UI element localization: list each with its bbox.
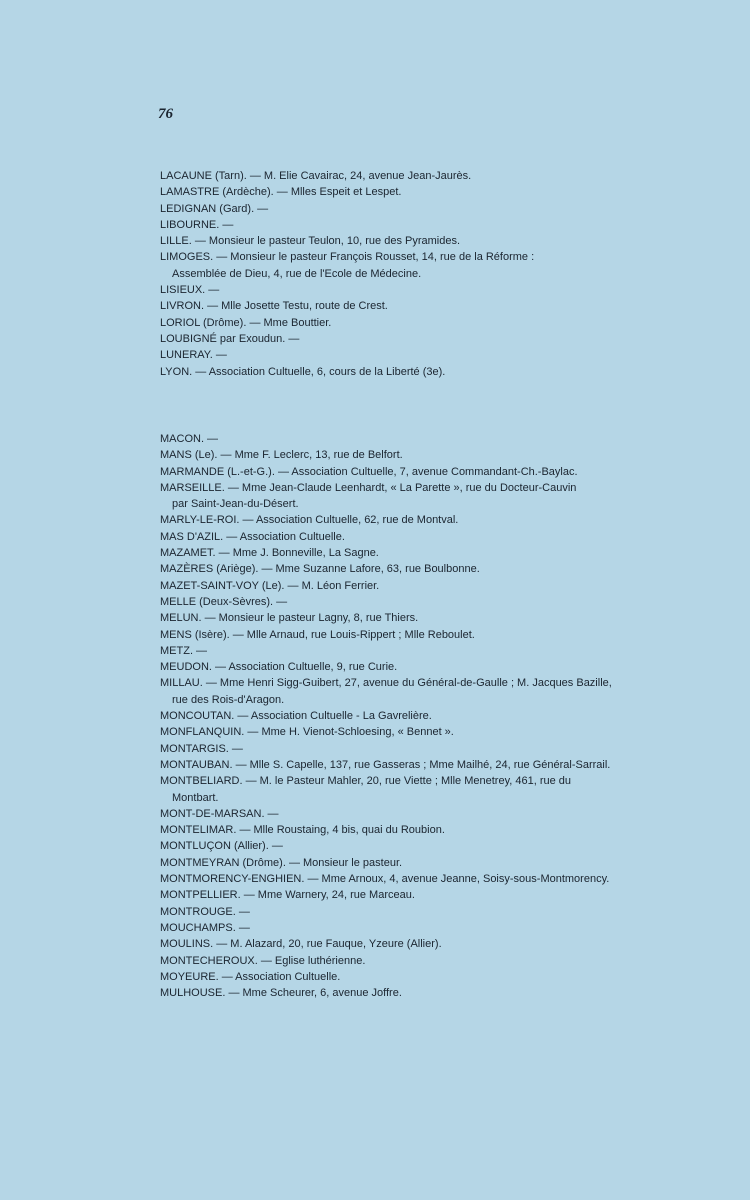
entry-text: MAZAMET. — Mme J. Bonneville, La Sagne.	[160, 547, 379, 560]
entry-continuation: Montbart.	[172, 791, 219, 804]
entry-text: MULHOUSE. — Mme Scheurer, 6, avenue Joffre.	[160, 987, 402, 1000]
directory-entry	[160, 184, 700, 200]
directory-entry	[160, 773, 700, 806]
directory-section-l	[160, 168, 700, 380]
directory-entry	[160, 806, 700, 822]
directory-entry	[160, 561, 700, 577]
entry-text: LOUBIGNÉ par Exoudun. —	[160, 332, 300, 345]
directory-entry	[160, 920, 700, 936]
directory-entry	[160, 643, 700, 659]
entry-text: MONTELIMAR. — Mlle Roustaing, 4 bis, quai du Roubion.	[160, 824, 445, 837]
directory-entry	[160, 512, 700, 528]
entry-text: MEUDON. — Association Cultuelle, 9, rue Curie.	[160, 661, 398, 674]
directory-entry	[160, 904, 700, 920]
entry-text: LACAUNE (Tarn). — M. Elie Cavairac, 24, avenue Jean-Jaurès.	[160, 170, 472, 182]
entry-text: LIMOGES. — Monsieur le pasteur François Rousset, 14, rue de la Réforme :	[160, 251, 535, 264]
entry-text: LILLE. — Monsieur le pasteur Teulon, 10, rue des Pyramides.	[160, 235, 461, 248]
directory-entry	[160, 887, 700, 903]
entry-text: MONTECHEROUX. — Eglise luthérienne.	[160, 954, 366, 967]
entry-text: MAZÈRES (Ariège). — Mme Suzanne Lafore, 63, rue Boulbonne.	[160, 563, 480, 576]
directory-entry	[160, 578, 700, 594]
directory-entry	[160, 708, 700, 724]
entry-text: MOUCHAMPS. —	[160, 921, 250, 934]
directory-entry	[160, 529, 700, 545]
entry-text: LUNERAY. —	[160, 349, 227, 362]
directory-entry	[160, 659, 700, 675]
directory-entry	[160, 447, 700, 463]
entry-continuation: Assemblée de Dieu, 4, rue de l'Ecole de Médecine.	[172, 267, 422, 280]
directory-entry	[160, 217, 700, 233]
directory-entry	[160, 985, 700, 1001]
directory-entry	[160, 282, 700, 298]
directory-entry	[160, 315, 700, 331]
entry-text: MOULINS. — M. Alazard, 20, rue Fauque, Yzeure (Allier).	[160, 938, 442, 951]
directory-entry	[160, 298, 700, 314]
entry-text: MAS D'AZIL. — Association Cultuelle.	[160, 530, 345, 543]
entry-text: MONTBELIARD. — M. le Pasteur Mahler, 20, rue Viette ; Mlle Menetrey, 461, rue du	[160, 775, 572, 788]
entry-text: MARMANDE (L.-et-G.). — Association Cultuelle, 7, avenue Commandant-Ch.-Baylac.	[160, 465, 578, 478]
directory-entry	[160, 331, 700, 347]
entry-text: MONTMORENCY-ENGHIEN. — Mme Arnoux, 4, avenue Jeanne, Soisy-sous-Montmorency.	[160, 873, 610, 886]
directory-section-m	[160, 431, 700, 1001]
page-number: 76	[158, 106, 173, 122]
directory-entry	[160, 168, 700, 184]
entry-text: LEDIGNAN (Gard). —	[160, 202, 269, 215]
directory-entry	[160, 627, 700, 643]
directory-entry	[160, 953, 700, 969]
entry-continuation: par Saint-Jean-du-Désert.	[172, 498, 299, 511]
entry-text: MELLE (Deux-Sèvres). —	[160, 595, 288, 608]
entry-text: MOYEURE. — Association Cultuelle.	[160, 970, 341, 983]
directory-entry	[160, 675, 700, 708]
entry-text: MAZET-SAINT-VOY (Le). — M. Léon Ferrier.	[160, 579, 380, 592]
entry-text: MARSEILLE. — Mme Jean-Claude Leenhardt, « La Parette », rue du Docteur-Cauvin	[160, 481, 577, 494]
entry-text: METZ. —	[160, 644, 208, 657]
directory-entry	[160, 545, 700, 561]
directory-entry	[160, 233, 700, 249]
entry-text: LAMASTRE (Ardèche). — Mlles Espeit et Lespet.	[160, 186, 402, 199]
entry-text: MENS (Isère). — Mlle Arnaud, rue Louis-Rippert ; Mlle Reboulet.	[160, 628, 475, 641]
entry-text: MARLY-LE-ROI. — Association Cultuelle, 62, rue de Montval.	[160, 514, 459, 527]
directory-entry	[160, 431, 700, 447]
directory-entry	[160, 855, 700, 871]
entry-text: LYON. — Association Cultuelle, 6, cours de la Liberté (3e).	[160, 365, 446, 378]
entry-text: MONTROUGE. —	[160, 905, 250, 918]
directory-entry	[160, 249, 700, 282]
entry-text: MONT-DE-MARSAN. —	[160, 807, 279, 820]
directory-entry	[160, 610, 700, 626]
entry-text: MONTPELLIER. — Mme Warnery, 24, rue Marceau.	[160, 889, 415, 902]
directory-entry	[160, 201, 700, 217]
entry-continuation: rue des Rois-d'Aragon.	[172, 693, 285, 706]
entry-text: MONFLANQUIN. — Mme H. Vienot-Schloesing, « Bennet ».	[160, 726, 454, 739]
entry-text: MELUN. — Monsieur le pasteur Lagny, 8, rue Thiers.	[160, 612, 419, 625]
directory-entry	[160, 741, 700, 757]
directory-entry	[160, 594, 700, 610]
directory-entry	[160, 347, 700, 363]
directory-entry	[160, 871, 700, 887]
directory-entry	[160, 936, 700, 952]
entry-text: MONTMEYRAN (Drôme). — Monsieur le pasteur.	[160, 856, 403, 869]
directory-entry	[160, 822, 700, 838]
entry-text: MANS (Le). — Mme F. Leclerc, 13, rue de Belfort.	[160, 449, 403, 462]
directory-entry	[160, 757, 700, 773]
entry-text: MACON. —	[160, 433, 219, 445]
entry-text: LIBOURNE. —	[160, 218, 234, 231]
entry-text: LIVRON. — Mlle Josette Testu, route de Crest.	[160, 300, 388, 313]
entry-text: MONTARGIS. —	[160, 742, 243, 755]
entry-text: MILLAU. — Mme Henri Sigg-Guibert, 27, avenue du Général-de-Gaulle ; M. Jacques Bazille,	[160, 677, 612, 690]
entry-text: MONCOUTAN. — Association Cultuelle - La Gavrelière.	[160, 710, 432, 723]
directory-entry	[160, 969, 700, 985]
directory-entry	[160, 464, 700, 480]
entry-text: MONTAUBAN. — Mlle S. Capelle, 137, rue Gasseras ; Mme Mailhé, 24, rue Général-Sarrail.	[160, 758, 611, 771]
directory-entry	[160, 724, 700, 740]
directory-entry	[160, 364, 700, 380]
entry-text: LORIOL (Drôme). — Mme Bouttier.	[160, 316, 332, 329]
entry-text: LISIEUX. —	[160, 284, 220, 297]
entry-text: MONTLUÇON (Allier). —	[160, 840, 283, 853]
directory-entry	[160, 838, 700, 854]
directory-entry	[160, 480, 700, 513]
